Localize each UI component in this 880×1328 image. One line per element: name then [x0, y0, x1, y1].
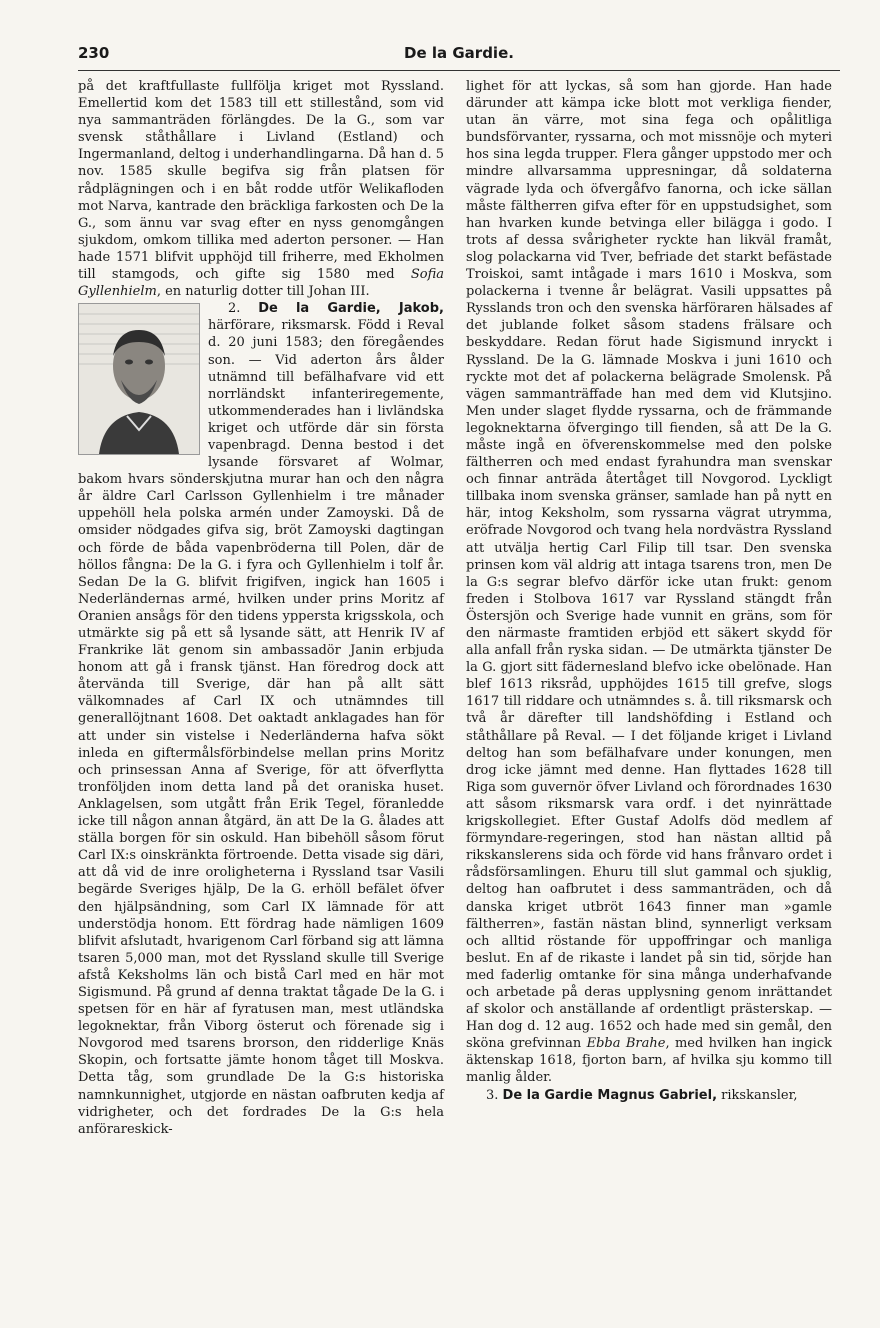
entry-text: härförare, riksmarsk. Född i Reval d. 20 juni 1583; den föregåendes son. — Vid aderton års ålder utnämnd till befälhafvare vid ett norrländskt infanteriregemente, utkommenderades han i livländska kriget och utförde där sin första vapenbragd. Denna bestod i det lysande försvaret af Wolmar, bakom hvars sönderskjutna murar han och den några år äldre Carl Carlsson Gyllenhielm i tre månader uppehöll hela polska armén under Zamoyski. Då de omsider nödgades gifva sig, bröt Zamoyski dagtingan och förde de båda vapenbröderna till Polen, där de höllos fångna: De la G. i fyra och Gyllenhielm i tolf år. Sedan De la G. blifvit frigifven, ingick han 1605 i Nederländernas armé, hvilken under prins Moritz af Oranien ansågs för den tidens yppersta krigsskola, och utmärkte sig på ett så lysande sätt, att Henrik IV af Frankrike lät genom sin ambassadör Janin erbjuda honom att gå i fransk tjänst. Han föredrog dock att återvända till Sverige, där han på allt sätt välkomnades af Carl IX och utnämndes till generallöjtnant 1608. Det oaktadt anklagades han för att under sin vistelse i Nederländerna hafva sökt inleda en giftermålsförbindelse mellan prins Moritz och prinsessan Anna af Sverige, för att öfverflytta tronföljden inom detta land på det oraniska huset. Anklagelsen, som utgått från Erik Tegel, föranledde icke till någon annan åtgärd, än att De la G. ålades att ställa borgen för sin oskuld. Han bibehöll såsom förut Carl IX:s oinskränkta förtroende. Detta visade sig däri, att då vid de inre oroligheterna i Ryssland tsar Vasili begärde Sveriges hjälp, De la G. erhöll befälet öfver den hjälpsändning, som Carl IX lämnade för att understödja honom. Ett fördrag hade nämligen 1609 blifvit afslutadt, hvarigenom Carl förband sig att lämna tsaren 5,000 man, mot det Ryssland skulle till Sverige afstå Keksholms län och bistå Carl med en här mot Sigismund. På grund af denna traktat tågade De la G. i spetsen för en här af fyratusen man, mest utländska legoknektar, från Viborg österut och förenade sig i Novgorod med tsarens brorson, den ridderlige Knäs Skopin, och fortsatte jämte honom tåget till Moskva. Detta tåg, som grundlade De la G:s historiska namnkunnighet, utgjorde en nästan oafbruten kedja af vidrigheter, och det fordrades De la G:s hela anförareskick-	[78, 318, 444, 1137]
paragraph-text: lighet för att lyckas, så som han gjorde. Han hade därunder att kämpa icke blott mot verkliga fiender, utan än värre, mot sina fega och opålitliga bundsförvanter, ryssarna, och mot missnöje och myteri hos sina legda trupper. Flera gånger uppstodo mer och mindre allvarsamma uppresningar, då soldaterna vägrade lyda och öfvergåfvo fanorna, och icke sällan måste fältherren gifva efter för en uppstudsighet, som han hvarken kunde betvinga eller bilägga i godo. I trots af dessa svårigheter ryckte han likväl framåt, slog polackarna vid Tver, befriade det starkt befästade Troiskoi, samt intågade i mars 1610 i Moskva, som polackerna i tvenne år belägrat. Vasili uppsattes på Rysslands tron och den svenska härföraren hälsades af det jublande folket såsom stadens frälsare och beskyddare. Redan förut hade Sigismund inryckt i Ryssland. De la G. lämnade Moskva i juni 1610 och ryckte mot det af polackerna belägrade Smolensk. På vägen sammanträffade han med dem vid Klutsjino. Men under slaget flydde ryssarna, och de främmande legoknektarna öfvergingo till fienden, så att De la G. måste ingå en öfverenskommelse med den polske fältherren och med endast fyrahundra man svenskar och finnar anträda återtåget till Novgorod. Lyckligt tillbaka inom svenska gränser, samlade han på nytt en här, intog Keksholm, som ryssarna vägrat utrymma, eröfrade Novgorod och tvang hela nordvästra Ryssland att utvälja hertig Carl Filip till tsar. Den svenska prinsen kom väl aldrig att intaga tsarens tron, men De la G:s segrar blefvo därför icke utan frukt: genom freden i Stolbova 1617 var Ryssland stängdt från Östersjön och Sverige hade vunnit en gräns, som för den närmaste framtiden erbjöd ett säkert skydd för alla anfall från ryska sidan. — De utmärkta tjänster De la G. gjort sitt fädernesland blefvo icke obelönade. Han blef 1613 riksråd, upphöjdes 1615 till grefve, slogs 1617 till riddare och utnämndes s. å. till riksmarsk och två år därefter till landshöfding i Estland och ståthållare på Reval. — I det följande kriget i Livland deltog han som befälhafvare under konungen, men drog icke jämnt med denne. Han flyttades 1628 till Riga som guvernör öfver Livland och förordnades 1630 att såsom riksmarsk vara ordf. i det nyinrättade krigskollegiet. Efter Gustaf Adolfs död medlem af förmyndare-regeringen, stod han nästan alltid på rikskanslerens sida och förde vid hans frånvaro ordet i rådsförsamlingen. Ehuru till slut gammal och sjuklig, deltog han oafbrutet i dess sammanträden, och då danska kriget utbröt 1643 finner man »gamle fältherren», fastän nästan blind, synnerligt verksam och alltid röstande för uppoffringar och manliga beslut. En af de rikaste i landet på sin tid, sörjde han med faderlig omtanke för sina många underhafvande och arbetade på deras upplysning genom inrättandet af skolor och anställande af ordentligt prästerskap. — Han dog d. 12 aug. 1652 och hade med sin gemål, den sköna grefvinnan	[466, 79, 832, 1052]
entry-jakob	[78, 300, 444, 1138]
entry-headword: De la Gardie, Jakob,	[258, 301, 444, 317]
paragraph-text-end: , en naturlig dotter till Johan III.	[156, 284, 370, 300]
entry-text: rikskansler,	[717, 1087, 798, 1103]
page-number: 230	[78, 44, 110, 62]
entry-headword: De la Gardie Magnus Gabriel,	[502, 1087, 718, 1103]
paragraph-text: på det kraftfullaste fullfölja kriget mot Ryssland. Emellertid kom det 1583 till ett stillestånd, som vid nya sammanträden förlängdes. De la G., som var svensk ståthållare i Livland (Estland) och Ingermanland, deltog i underhandlingarna. Då han d. 5 nov. 1585 skulle begifva sig från platsen för rådplägningen och i en båt rodde utför Welikafloden mot Narva, kantrade den bräckliga farkosten och De la G., som ännu var svag efter en nyss genomgången sjukdom, omkom tillika med aderton personer. — Han hade 1571 blifvit upphöjd till friherre, med Ekholmen till stamgods, och gifte sig 1580 med	[78, 79, 444, 283]
paragraph-continuation	[78, 78, 444, 300]
portrait-engraving-icon	[78, 303, 200, 455]
page-header	[78, 44, 840, 68]
italic-name: Sofia Gyllenhielm	[78, 267, 444, 300]
header-rule	[78, 70, 840, 71]
entry-number: 2.	[228, 301, 241, 317]
left-column	[78, 78, 444, 1138]
entry-number: 3.	[486, 1087, 499, 1103]
right-column	[466, 78, 832, 1104]
italic-name: Ebba Brahe	[586, 1036, 666, 1052]
running-title: De la Gardie.	[404, 44, 514, 62]
paragraph-text-end: , med hvilken han ingick äktenskap 1618, fjorton barn, af hvilka sju kommo till manlig ålder.	[466, 1036, 832, 1086]
paragraph-continuation	[466, 78, 832, 1087]
entry-magnus-gabriel	[466, 1087, 832, 1104]
